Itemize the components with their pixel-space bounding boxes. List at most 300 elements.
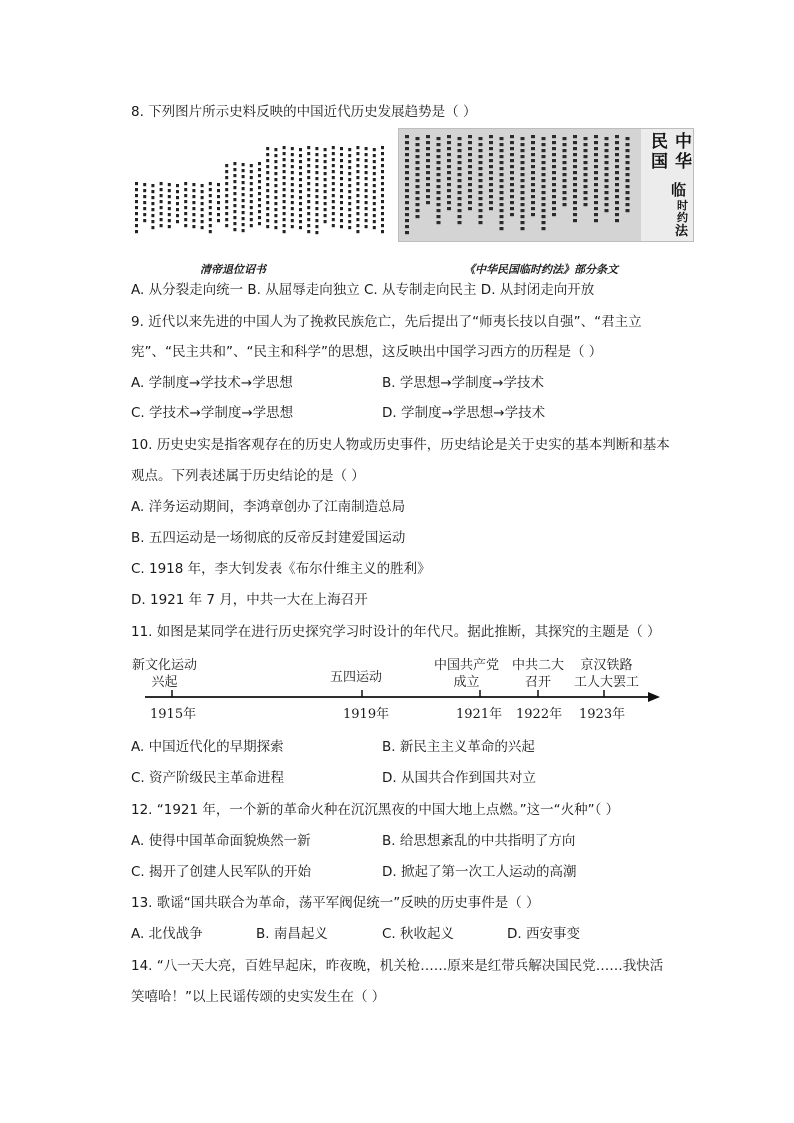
text-glyph-mark (135, 194, 138, 197)
text-glyph-mark (299, 196, 302, 199)
text-glyph-mark (510, 153, 514, 156)
text-glyph-mark (500, 197, 504, 200)
text-glyph-mark (168, 195, 171, 198)
text-glyph-mark (489, 141, 493, 144)
text-glyph-mark (201, 202, 204, 205)
text-glyph-mark (160, 188, 163, 191)
text-glyph-mark (299, 166, 302, 169)
text-glyph-mark (373, 154, 376, 157)
text-glyph-mark (626, 185, 630, 188)
text-glyph-mark (348, 214, 351, 217)
text-glyph-mark (373, 220, 376, 223)
text-glyph-mark (479, 197, 483, 200)
text-glyph-mark (416, 173, 420, 176)
text-glyph-mark (552, 147, 556, 150)
text-glyph-mark (531, 195, 535, 198)
text-glyph-mark (500, 209, 504, 212)
text-glyph-mark (266, 201, 269, 204)
text-glyph-mark (340, 225, 343, 228)
title-char-1: 中 (675, 132, 692, 152)
text-glyph-mark (531, 165, 535, 168)
text-glyph-mark (160, 218, 163, 221)
text-glyph-mark (324, 154, 327, 157)
text-glyph-mark (573, 135, 577, 138)
text-glyph-mark (531, 207, 535, 210)
text-glyph-mark (250, 176, 253, 179)
text-glyph-mark (356, 206, 359, 209)
text-glyph-mark (225, 218, 228, 221)
text-glyph-mark (348, 172, 351, 175)
text-glyph-mark (307, 182, 310, 185)
text-glyph-mark (437, 149, 441, 152)
text-glyph-mark (468, 183, 472, 186)
text-glyph-mark (324, 178, 327, 181)
text-glyph-mark (489, 165, 493, 168)
text-glyph-mark (381, 188, 384, 191)
text-glyph-mark (307, 230, 310, 233)
text-glyph-mark (340, 165, 343, 168)
text-glyph-mark (542, 209, 546, 212)
text-glyph-mark (510, 147, 514, 150)
text-glyph-mark (348, 196, 351, 199)
text-glyph-mark (283, 212, 286, 215)
text-glyph-mark (143, 207, 146, 210)
q9-option-b: B. 学思想→学制度→学技术 (382, 375, 544, 391)
q11-option-b: B. 新民主主义革命的兴起 (382, 739, 535, 755)
text-glyph-mark (209, 224, 212, 227)
text-glyph-mark (405, 177, 409, 180)
text-glyph-mark (315, 159, 318, 162)
text-glyph-mark (315, 147, 318, 150)
text-glyph-mark (542, 179, 546, 182)
text-glyph-mark (332, 200, 335, 203)
text-glyph-mark (283, 188, 286, 191)
text-glyph-mark (324, 214, 327, 217)
text-glyph-mark (405, 135, 409, 138)
title-char-3: 民 (651, 132, 668, 152)
text-glyph-mark (458, 137, 462, 140)
text-glyph-mark (307, 170, 310, 173)
text-glyph-mark (201, 226, 204, 229)
text-glyph-mark (266, 171, 269, 174)
text-glyph-mark (573, 207, 577, 210)
text-glyph-mark (291, 207, 294, 210)
text-glyph-mark (168, 213, 171, 216)
text-glyph-mark (160, 206, 163, 209)
text-glyph-mark (510, 177, 514, 180)
text-glyph-mark (176, 190, 179, 193)
text-glyph-mark (151, 202, 154, 205)
text-glyph-mark (500, 191, 504, 194)
edict-columns (131, 140, 393, 240)
text-glyph-mark (274, 154, 277, 157)
text-glyph-mark (458, 161, 462, 164)
text-glyph-mark (426, 189, 430, 192)
text-glyph-mark (299, 172, 302, 175)
text-glyph-mark (521, 197, 525, 200)
text-glyph-mark (250, 164, 253, 167)
text-glyph-mark (426, 141, 430, 144)
q9-option-a: A. 学制度→学技术→学思想 (131, 375, 293, 391)
q12-option-a: A. 使得中国革命面貌焕然一新 (131, 833, 311, 849)
text-glyph-mark (500, 137, 504, 140)
text-glyph-mark (324, 160, 327, 163)
text-glyph-mark (458, 215, 462, 218)
text-glyph-mark (250, 182, 253, 185)
text-glyph-mark (468, 165, 472, 168)
text-glyph-mark (468, 147, 472, 150)
text-glyph-mark (176, 220, 179, 223)
text-glyph-mark (594, 183, 598, 186)
text-glyph-mark (324, 184, 327, 187)
text-glyph-mark (615, 135, 619, 138)
text-glyph-mark (365, 147, 368, 150)
text-glyph-mark (291, 183, 294, 186)
text-glyph-mark (168, 207, 171, 210)
text-glyph-mark (233, 168, 236, 171)
text-glyph-mark (283, 224, 286, 227)
text-glyph-mark (299, 190, 302, 193)
text-glyph-mark (348, 208, 351, 211)
text-glyph-mark (584, 149, 588, 152)
text-glyph-mark (250, 170, 253, 173)
text-glyph-mark (594, 213, 598, 216)
text-glyph-mark (416, 191, 420, 194)
text-glyph-mark (192, 183, 195, 186)
text-glyph-mark (500, 167, 504, 170)
text-glyph-mark (573, 189, 577, 192)
text-glyph-mark (573, 201, 577, 204)
text-glyph-mark (340, 183, 343, 186)
text-glyph-mark (151, 190, 154, 193)
text-glyph-mark (168, 189, 171, 192)
text-glyph-mark (542, 161, 546, 164)
text-glyph-mark (615, 141, 619, 144)
q12-option-b: B. 给思想紊乱的中共指明了方向 (382, 833, 576, 849)
text-glyph-mark (373, 214, 376, 217)
text-glyph-mark (324, 148, 327, 151)
text-glyph-mark (307, 224, 310, 227)
text-glyph-mark (426, 159, 430, 162)
text-glyph-mark (356, 194, 359, 197)
text-glyph-mark (381, 176, 384, 179)
text-glyph-mark (266, 213, 269, 216)
text-glyph-mark (209, 182, 212, 185)
text-glyph-mark (405, 213, 409, 216)
text-glyph-mark (405, 195, 409, 198)
text-glyph-mark (458, 221, 462, 224)
text-glyph-mark (225, 170, 228, 173)
text-glyph-mark (500, 149, 504, 152)
text-glyph-mark (552, 141, 556, 144)
text-glyph-mark (552, 171, 556, 174)
timeline-year-1921: 1921年 (456, 707, 503, 722)
text-glyph-mark (332, 158, 335, 161)
q13-option-b: B. 南昌起义 (256, 926, 328, 942)
text-glyph-mark (479, 155, 483, 158)
text-glyph-mark (225, 224, 228, 227)
text-glyph-mark (563, 173, 567, 176)
text-glyph-mark (447, 195, 451, 198)
abdication-edict-image (131, 140, 393, 240)
text-glyph-mark (626, 155, 630, 158)
text-glyph-mark (500, 161, 504, 164)
text-glyph-mark (250, 224, 253, 227)
text-glyph-mark (615, 195, 619, 198)
text-glyph-mark (468, 171, 472, 174)
text-glyph-mark (531, 135, 535, 138)
text-glyph-mark (489, 177, 493, 180)
text-glyph-mark (332, 212, 335, 215)
text-glyph-mark (458, 143, 462, 146)
text-glyph-mark (405, 201, 409, 204)
text-glyph-mark (274, 202, 277, 205)
text-glyph-mark (348, 178, 351, 181)
text-glyph-mark (274, 214, 277, 217)
text-glyph-mark (531, 183, 535, 186)
text-glyph-mark (266, 183, 269, 186)
timeline-year-1915: 1915年 (150, 707, 197, 722)
text-glyph-mark (373, 178, 376, 181)
text-glyph-mark (250, 206, 253, 209)
text-glyph-mark (626, 179, 630, 182)
text-glyph-mark (365, 189, 368, 192)
text-glyph-mark (447, 147, 451, 150)
text-glyph-mark (479, 173, 483, 176)
text-glyph-mark (605, 143, 609, 146)
text-glyph-mark (426, 171, 430, 174)
text-glyph-mark (563, 185, 567, 188)
text-glyph-mark (594, 159, 598, 162)
text-glyph-mark (209, 212, 212, 215)
text-glyph-mark (283, 230, 286, 233)
text-glyph-mark (340, 147, 343, 150)
text-glyph-mark (250, 194, 253, 197)
text-glyph-mark (348, 202, 351, 205)
text-glyph-mark (242, 187, 245, 190)
text-glyph-mark (242, 193, 245, 196)
q10-stem-line1: 10. 历史史实是指客观存在的历史人物或历史事件，历史结论是关于史实的基本判断和基本 (131, 437, 670, 453)
text-glyph-mark (605, 137, 609, 140)
text-glyph-mark (135, 188, 138, 191)
text-glyph-mark (531, 171, 535, 174)
text-glyph-mark (500, 215, 504, 218)
text-glyph-mark (573, 153, 577, 156)
text-glyph-mark (605, 203, 609, 206)
text-glyph-mark (332, 188, 335, 191)
text-glyph-mark (315, 225, 318, 228)
text-glyph-mark (458, 197, 462, 200)
text-glyph-mark (405, 141, 409, 144)
text-glyph-mark (437, 179, 441, 182)
text-glyph-mark (266, 165, 269, 168)
text-glyph-mark (151, 220, 154, 223)
text-glyph-mark (552, 177, 556, 180)
title-char-4: 国 (651, 152, 668, 172)
text-glyph-mark (584, 155, 588, 158)
text-glyph-mark (324, 190, 327, 193)
text-glyph-mark (315, 195, 318, 198)
text-glyph-mark (266, 147, 269, 150)
q8-options: A. 从分裂走向统一 B. 从屈辱走向独立 C. 从专制走向民主 D. 从封闭走向开放 (131, 282, 595, 298)
text-glyph-mark (315, 231, 318, 234)
text-glyph-mark (626, 137, 630, 140)
text-glyph-mark (299, 148, 302, 151)
text-glyph-mark (479, 149, 483, 152)
text-glyph-mark (458, 191, 462, 194)
text-glyph-mark (615, 207, 619, 210)
text-glyph-mark (266, 177, 269, 180)
text-glyph-mark (437, 215, 441, 218)
text-glyph-mark (340, 177, 343, 180)
text-glyph-mark (381, 200, 384, 203)
q13-option-d: D. 西安事变 (507, 926, 580, 942)
text-glyph-mark (250, 218, 253, 221)
text-glyph-mark (584, 179, 588, 182)
text-glyph-mark (299, 184, 302, 187)
text-glyph-mark (416, 143, 420, 146)
text-glyph-mark (266, 219, 269, 222)
text-glyph-mark (242, 211, 245, 214)
q14-stem-line2: 笑嘻哈！”以上民谣传颂的史实发生在（ ） (131, 989, 386, 1005)
text-glyph-mark (307, 158, 310, 161)
text-glyph-mark (594, 177, 598, 180)
text-glyph-mark (573, 213, 577, 216)
text-glyph-mark (151, 226, 154, 229)
text-glyph-mark (143, 219, 146, 222)
text-glyph-mark (416, 155, 420, 158)
text-glyph-mark (242, 199, 245, 202)
text-glyph-mark (521, 185, 525, 188)
text-glyph-mark (531, 147, 535, 150)
text-glyph-mark (479, 203, 483, 206)
q10-option-b: B. 五四运动是一场彻底的反帝反封建爱国运动 (131, 530, 406, 546)
text-glyph-mark (283, 152, 286, 155)
text-glyph-mark (365, 165, 368, 168)
text-glyph-mark (283, 200, 286, 203)
text-glyph-mark (594, 189, 598, 192)
text-glyph-mark (258, 192, 261, 195)
text-glyph-mark (365, 177, 368, 180)
text-glyph-mark (405, 165, 409, 168)
text-glyph-mark (291, 171, 294, 174)
text-glyph-mark (242, 217, 245, 220)
text-glyph-mark (381, 206, 384, 209)
text-glyph-mark (225, 176, 228, 179)
text-glyph-mark (266, 159, 269, 162)
text-glyph-mark (315, 171, 318, 174)
text-glyph-mark (373, 226, 376, 229)
text-glyph-mark (626, 191, 630, 194)
text-glyph-mark (615, 189, 619, 192)
text-glyph-mark (242, 163, 245, 166)
text-glyph-mark (307, 188, 310, 191)
text-glyph-mark (233, 186, 236, 189)
text-glyph-mark (217, 183, 220, 186)
q10-stem-line2: 观点。下列表述属于历史结论的是（ ） (131, 468, 365, 484)
text-glyph-mark (531, 141, 535, 144)
text-glyph-mark (552, 153, 556, 156)
timeline-event-5-label: 京汉铁路 工人大罢工 (574, 658, 640, 690)
text-glyph-mark (605, 197, 609, 200)
text-glyph-mark (416, 203, 420, 206)
text-glyph-mark (594, 147, 598, 150)
text-glyph-mark (356, 212, 359, 215)
text-glyph-mark (233, 210, 236, 213)
text-glyph-mark (416, 197, 420, 200)
text-glyph-mark (242, 175, 245, 178)
text-glyph-mark (489, 189, 493, 192)
text-glyph-mark (405, 171, 409, 174)
text-glyph-mark (348, 166, 351, 169)
text-glyph-mark (426, 165, 430, 168)
text-glyph-mark (217, 195, 220, 198)
text-glyph-mark (489, 153, 493, 156)
text-glyph-mark (340, 153, 343, 156)
text-glyph-mark (542, 215, 546, 218)
text-glyph-mark (192, 213, 195, 216)
text-glyph-mark (283, 176, 286, 179)
text-glyph-mark (274, 208, 277, 211)
text-glyph-mark (340, 201, 343, 204)
text-glyph-mark (573, 219, 577, 222)
title-char-5: 临 (671, 181, 687, 199)
text-glyph-mark (332, 170, 335, 173)
text-glyph-mark (356, 152, 359, 155)
text-glyph-mark (500, 185, 504, 188)
text-glyph-mark (373, 196, 376, 199)
text-glyph-mark (143, 195, 146, 198)
text-glyph-mark (563, 179, 567, 182)
text-glyph-mark (184, 206, 187, 209)
text-glyph-mark (468, 189, 472, 192)
text-glyph-mark (605, 149, 609, 152)
text-glyph-mark (348, 154, 351, 157)
text-glyph-mark (283, 218, 286, 221)
text-glyph-mark (521, 179, 525, 182)
text-glyph-mark (143, 213, 146, 216)
text-glyph-mark (192, 195, 195, 198)
text-glyph-mark (373, 148, 376, 151)
text-glyph-mark (315, 207, 318, 210)
text-glyph-mark (563, 191, 567, 194)
text-glyph-mark (217, 189, 220, 192)
text-glyph-mark (151, 196, 154, 199)
timeline-event-2-label: 五四运动 (330, 670, 383, 685)
text-glyph-mark (209, 188, 212, 191)
text-glyph-mark (356, 182, 359, 185)
text-glyph-mark (291, 219, 294, 222)
text-glyph-mark (291, 213, 294, 216)
text-glyph-mark (348, 220, 351, 223)
text-glyph-mark (250, 200, 253, 203)
text-glyph-mark (468, 207, 472, 210)
text-glyph-mark (348, 160, 351, 163)
text-glyph-mark (584, 185, 588, 188)
text-glyph-mark (135, 224, 138, 227)
text-glyph-mark (437, 191, 441, 194)
text-glyph-mark (258, 210, 261, 213)
text-glyph-mark (426, 147, 430, 150)
text-glyph-mark (416, 167, 420, 170)
text-glyph-mark (479, 209, 483, 212)
text-glyph-mark (521, 155, 525, 158)
timeline-axis (0, 685, 794, 715)
text-glyph-mark (184, 224, 187, 227)
text-glyph-mark (258, 204, 261, 207)
text-glyph-mark (184, 194, 187, 197)
text-glyph-mark (510, 213, 514, 216)
